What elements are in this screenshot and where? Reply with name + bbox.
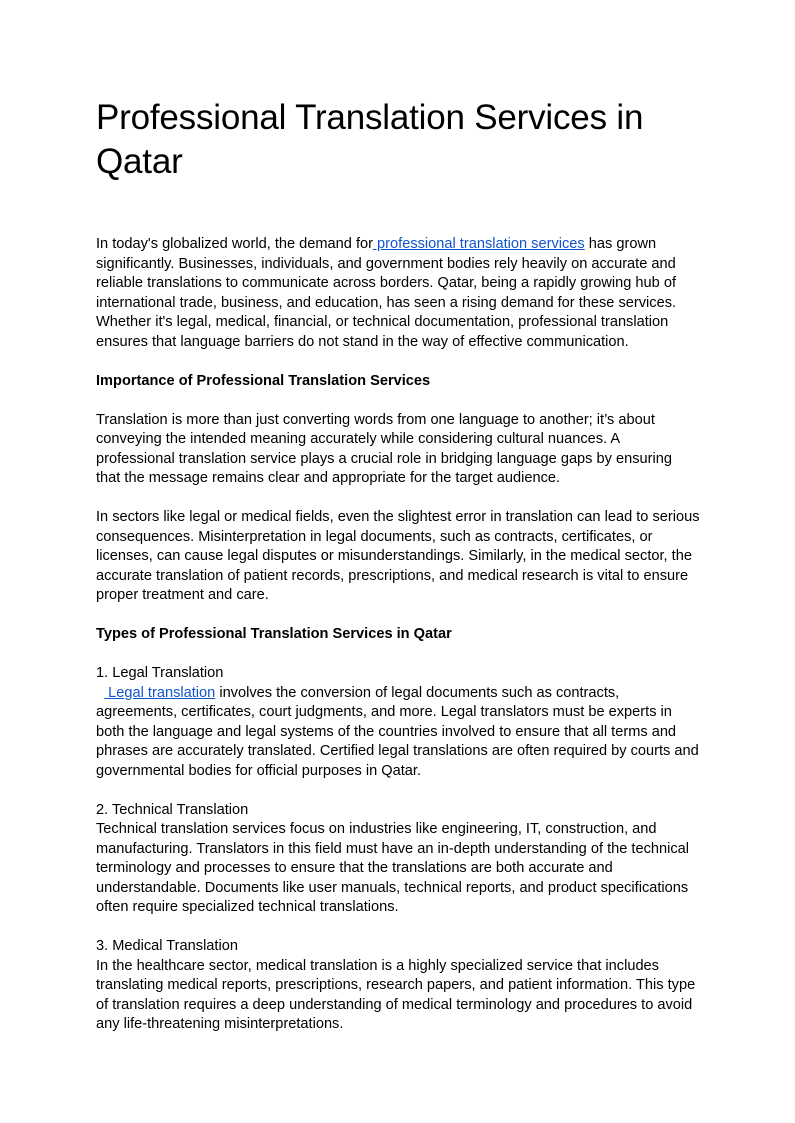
medical-translation-paragraph: In the healthcare sector, medical translation is a highly specialized service that includes translating medical reports, prescriptions, research papers, and patient information. This type of translation requires a deep understanding of medical terminology and procedures to avoid any life-threatening misinterpretations. xyxy=(96,957,696,1032)
intro-text-after: has grown significantly. Businesses, individuals, and government bodies rely heavily on accurate and reliable translations to communicate across borders. Qatar, being a rapidly growing hub of international trade, business, and education, has seen a rising demand for these services. Whether it's legal, medical, financial, or technical documentation, professional translation ensures that language barriers do not stand in the way of effective communication. xyxy=(96,236,677,350)
legal-indent xyxy=(96,685,104,701)
spacer xyxy=(96,352,700,372)
spacer xyxy=(96,781,700,801)
legal-translation-title: 1. Legal Translation xyxy=(96,665,224,681)
legal-translation-link[interactable]: Legal translation xyxy=(104,684,216,701)
spacer xyxy=(96,606,700,626)
importance-paragraph-1: Translation is more than just converting words from one language to another; it’s about conveying the intended meaning accurately while considering cultural nuances. A professional translation service plays a crucial role in bridging language gaps by ensuring that the message remains clear and appropriate for the target audience. xyxy=(96,411,672,486)
importance-heading: Importance of Professional Translation Services xyxy=(96,372,431,389)
document-page xyxy=(96,96,700,1035)
intro-paragraph xyxy=(96,235,700,352)
professional-translation-services-link[interactable]: professional translation services xyxy=(373,236,585,252)
technical-translation-title: 2. Technical Translation xyxy=(96,801,249,818)
page-title: Professional Translation Services in Qatar xyxy=(96,98,644,181)
technical-translation-paragraph: Technical translation services focus on industries like engineering, IT, construction, and manufacturing. Translators in this field must have an in-depth understanding of the technical terminology and processes to ensure that the translations are both accurate and understandable. Documents like user manuals, technical reports, and product specifications often require specialized technical translations. xyxy=(96,821,690,915)
spacer xyxy=(96,489,700,509)
medical-translation-title: 3. Medical Translation xyxy=(96,938,238,954)
importance-paragraph-2: In sectors like legal or medical fields, even the slightest error in translation can lead to serious consequences. Misinterpretation in legal documents, such as contracts, certificates, or licenses, can cause legal disputes or misunderstandings. Similarly, in the medical sector, the accurate translation of patient records, prescriptions, and medical research is vital to ensure proper treatment and care. xyxy=(96,509,700,603)
spacer xyxy=(96,918,700,938)
legal-translation-paragraph xyxy=(96,684,700,782)
types-heading: Types of Professional Translation Services in Qatar xyxy=(96,626,452,642)
intro-text-before: In today's globalized world, the demand for xyxy=(96,236,373,252)
spacer xyxy=(96,645,700,665)
spacer xyxy=(96,391,700,411)
legal-translation-text: involves the conversion of legal documents such as contracts, agreements, certificates, court judgments, and more. Legal translators must be experts in both the language and legal systems of the countries involved to ensure that all terms and phrases are accurately translated. Certified legal translations are often required by courts and governmental bodies for official purposes in Qatar. xyxy=(96,684,699,779)
